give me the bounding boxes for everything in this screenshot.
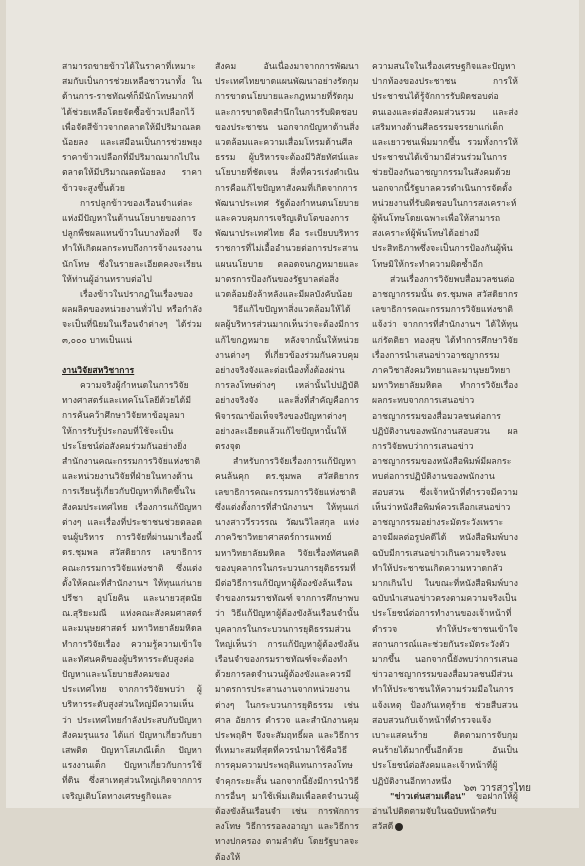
paragraph: สามารถขายข้าวได้ในราคาที่เหมาะสมกับเป็นการช่วยเหลือชาวนาทั้ง ในด้านการ-ราชทัณฑ์ก็มีนักโทษมากที่ได้ช่วยเหลือโดยจัดซื้อข้าวเปลือกไว้เพื่อจัดสีข้าวจากตลาดให้มีปริมาณลดน้อยลง และเสมือนเป็นการช่วยพยุงราคาข้าวเปลือกที่มีปริมาณมากไปในตลาดให้มีปริมาณลดน้อยลง ราคาข้าวจะสูงขึ้นด้วย xyxy=(62,62,202,194)
closing-quote: "ข่าวเด่นสามเดือน" xyxy=(390,791,466,802)
paragraph: สังคม อันเนื่องมาจากการพัฒนาประเทศไทยขาดแผนพัฒนาอย่างรัดกุม การขาดนโยบายและกฎหมายที่รัดกุม และการขาดจิตสำนึกในการรับผิดชอบของประชาชน นอกจากปัญหาด้านสิ่งแวดล้อมและความเสื่อมโทรมด้านศีลธรรม ผู้บริหารจะต้องมีวิสัยทัศน์และนโยบายที่ชัดเจน สิ่งที่ควรเร่งดำเนินการคือแก้ไขปัญหาสังคมที่เกิดจากการพัฒนาประเทศ รัฐต้องกำหนดนโยบายและควบคุมการเจริญเติบโตของการพัฒนาประเทศไทย คือ ระเบียบบริหารราชการที่ไม่เอื้ออำนวยต่อการประสานแผนนโยบาย ตลอดจนกฎหมายและมาตรการป้องกันของรัฐบาลต่อสิ่งแวดล้อมยังล้าหลังและมีผลบังคับน้อย xyxy=(215,62,359,301)
paragraph: เรื่องข้าวในปรากฏในเรื่องของผลผลิตของหน่วยงานทั่วไป หรือกำลังจะเป็นที่นิยมในเรือนจำต่างๆ ได้ร่วม ๓,๐๐๐ บาทเป็นแน่ xyxy=(62,290,202,346)
page-footer: ๖๓ วารสารไทย xyxy=(463,783,531,794)
paragraph: ส่วนเรื่องการวิจัยพบสื่อมวลชนต่ออาชญากรรมนั้น ดร.ชุมพล สวัสดิยากร เลขาธิการคณะกรรมการวิจัยแห่งชาติ แจ้งว่า จากการที่สำนักงานฯ ได้ให้ทุนแก่รัตติยา ทองสุข ได้ทำการศึกษาวิจัยเรื่องการนำเสนอข่าวอาชญากรรม ภาควิชาสังคมวิทยาและมานุษยวิทยา มหาวิทยาลัยมหิดล ทำการวิจัยเรื่องผลกระทบจากการเสนอข่าวอาชญากรรมของสื่อมวลชนต่อการปฏิบัติงานของพนักงานสอบสวน ผลการวิจัยพบว่าการเสนอข่าวอาชญากรรมของหนังสือพิมพ์มีผลกระทบต่อการปฏิบัติงานของพนักงานสอบสวน ซึ่งเจ้าหน้าที่ตำรวจมีความเห็นว่าหนังสือพิมพ์ควรเลือกเสนอข่าวอาชญากรรมอย่างระมัดระวังเพราะอาจมีผลต่อรูปคดีได้ หนังสือพิมพ์บางฉบับมีการเสนอข่าวเกินความจริงจนทำให้ประชาชนเกิดความหวาดกลัวมากเกินไป ในขณะที่หนังสือพิมพ์บางฉบับนำเสนอข่าวตรงตามความจริงเป็นประโยชน์ต่อการทำงานของเจ้าหน้าที่ตำรวจ ทำให้ประชาชนเข้าใจสถานการณ์และช่วยกันระมัดระวังตัวมากขึ้น นอกจากนี้ยังพบว่าการเสนอข่าวอาชญากรรมของสื่อมวลชนมีส่วนทำให้ประชาชนให้ความร่วมมือในการแจ้งเหตุ ป้องกันเหตุร้าย ช่วยสืบสวนสอบสวนกับเจ้าหน้าที่ตำรวจแจ้งเบาะแสคนร้าย ติดตามการจับกุมคนร้ายได้มากขึ้นอีกด้วย อันเป็นประโยชน์ต่อสังคมและเจ้าหน้าที่ผู้ปฏิบัติงานอีกทางหนึ่ง xyxy=(372,274,518,787)
article-column-3 xyxy=(372,60,518,835)
closing-paragraph xyxy=(372,790,518,836)
article-column-1 xyxy=(62,60,202,805)
paragraph: ความจริงผู้กำหนดในการวิจัยทางศาสตร์และเทคโนโลยีด้วยได้มีการค้นคว้าศึกษาวิจัยหาข้อมูลมาให้การรับรู้ประกอบที่ใช้จะเป็นประโยชน์ต่อสังคมร่วมกันอย่างยิ่ง สำนักงานคณะกรรมการวิจัยแห่งชาติและหน่วยงานวิจัยที่ฝ่ายในทางด้านการเรียนรู้เกี่ยวกับปัญหาที่เกิดขึ้นในสังคมประเทศไทย เรื่องการแก้ปัญหาต่างๆ และเรื่องที่ประชาชนช่วยตลอดจนผู้บริหาร การวิจัยที่ผ่านมาเรื่องนี้ ดร.ชุมพล สวัสดิยากร เลขาธิการคณะกรรมการวิจัยแห่งชาติ ซึ่งแต่งตั้งให้คณะที่สำนักงานฯ ให้ทุนแก่นายปรีชา อุปโยคิน และนายวสุดนัย ณ.สุริยะมณี แห่งคณะสังคมศาสตร์และมนุษยศาสตร์ มหาวิทยาลัยมหิดล ทำการวิจัยเรื่อง ความรู้ความเข้าใจและทัศนคติของผู้บริหารระดับสูงต่อปัญหาและนโยบายสังคมของประเทศไทย จากการวิจัยพบว่า ผู้บริหารระดับสูงส่วนใหญ่มีความเห็นว่า ประเทศไทยกำลังประสบกับปัญหาสังคมรุนแรง ได้แก่ ปัญหาเกี่ยวกับยาเสพติด ปัญหาโสเภณีเด็ก ปัญหาแรงงานเด็ก ปัญหาเกี่ยวกับการใช้ที่ดิน ซึ่งสาเหตุส่วนใหญ่เกิดจากการเจริญเติบโตทางเศรษฐกิจและ xyxy=(62,381,202,802)
closing-text: ขอฝากให้ผู้อ่านไปติดตามจับในฉบับหน้าครับ สวัสดี xyxy=(372,791,518,833)
article-column-2 xyxy=(215,60,359,866)
paragraph: สำหรับการวิจัยเรื่องการแก้ปัญหาคนล้นคุก ดร.ชุมพล สวัสดิยากร เลขาธิการคณะกรรมการวิจัยแห่งชาติ ซึ่งแต่งตั้งการที่สำนักงานฯ ให้ทุนแก่ นางสาววีรวรรณ วัฒนวิไลสกุล แห่งภาควิชาวิทยาศาสตร์การแพทย์ มหาวิทยาลัยมหิดล วิจัยเรื่องทัศนคติของบุคลากรในกระบวนการยุติธรรมที่มีต่อวิธีการแก้ปัญหาผู้ต้องขังล้นเรือนจำของกรมราชทัณฑ์ จากการศึกษาพบว่า วิธีแก้ปัญหาผู้ต้องขังล้นเรือนจำนั้น บุคลากรในกระบวนการยุติธรรมส่วนใหญ่เห็นว่า การแก้ปัญหาผู้ต้องขังล้นเรือนจำของกรมราชทัณฑ์จะต้องทำด้วยการลดจำนวนผู้ต้องขังและควรมีมาตรการประสานงานจากหน่วยงานต่างๆ ในกระบวนการยุติธรรม เช่น ศาล อัยการ ตำรวจ และสำนักงานคุมประพฤติฯ จึงจะสัมฤทธิ์ผล และวิธีการที่เหมาะสมที่สุดที่ควรนำมาใช้คือวิธีการคุมความประพฤติแทนการลงโทษจำคุกระยะสั้น นอกจากนี้ยังมีการนำวิธีการอื่นๆ มาใช้เพิ่มเติมเพื่อลดจำนวนผู้ต้องขังล้นเรือนจำ เช่น การพักการลงโทษ วิธีการรอลงอาญา และวิธีการทางปกครอง ตามลำดับ โดยรัฐบาลจะต้องให้ xyxy=(215,457,359,863)
magazine-page xyxy=(6,0,579,863)
paragraph: ความสนใจในเรื่องเศรษฐกิจและปัญหาปากท้องของประชาชน การให้ประชาชนได้รู้จักการรับผิดชอบต่อตนเองและต่อสังคมส่วนรวม และส่งเสริมทางด้านศีลธรรมจรรยาแก่เด็กและเยาวชนเพิ่มมากขึ้น รวมทั้งการให้ประชาชนได้เข้ามามีส่วนร่วมในการช่วยป้องกันอาชญากรรมในสังคมด้วย นอกจากนี้รัฐบาลควรดำเนินการจัดตั้งหน่วยงานที่รับผิดชอบในการสงเคราะห์ผู้พ้นโทษโดยเฉพาะเพื่อให้สามารถสงเคราะห์ผู้พ้นโทษได้อย่างมีประสิทธิภาพซึ่งจะเป็นการป้องกันผู้พ้นโทษมิให้กระทำความผิดซ้ำอีก xyxy=(372,62,518,270)
spacer xyxy=(62,349,202,364)
paragraph: การปลูกข้าวของเรือนจำแต่ละแห่งมีปัญหาในด้านนโยบายของการปลูกพืชผลแทนข้าวในบางท้องที่ จึงทำให้เกิดผลกระทบถึงการจ้างแรงงานนักโทษ ซึ่งในรายละเอียดคงจะเรียนให้ท่านผู้อ่านทราบต่อไป xyxy=(62,198,202,285)
paragraph: วิธีแก้ไขปัญหาสิ่งแวดล้อมให้ได้ผลผู้บริหารส่วนมากเห็นว่าจะต้องมีการแก้ไขกฎหมาย หลังจากนั้นให้หน่วยงานต่างๆ ที่เกี่ยวข้องร่วมกันควบคุมอย่างจริงจังและต่อเนื่องทั้งต้องผ่านการลงโทษต่างๆ เหล่านั้นไปปฏิบัติอย่างจริงจัง และสิ่งที่สำคัญคือการพิจารณาข้อเท็จจริงของปัญหาต่างๆ อย่างละเอียดแล้วแก้ไขปัญหานั้นให้ตรงจุด xyxy=(215,305,359,453)
section-heading: งานวิจัยสหวิชาการ xyxy=(62,365,135,376)
end-mark-icon xyxy=(395,823,403,831)
